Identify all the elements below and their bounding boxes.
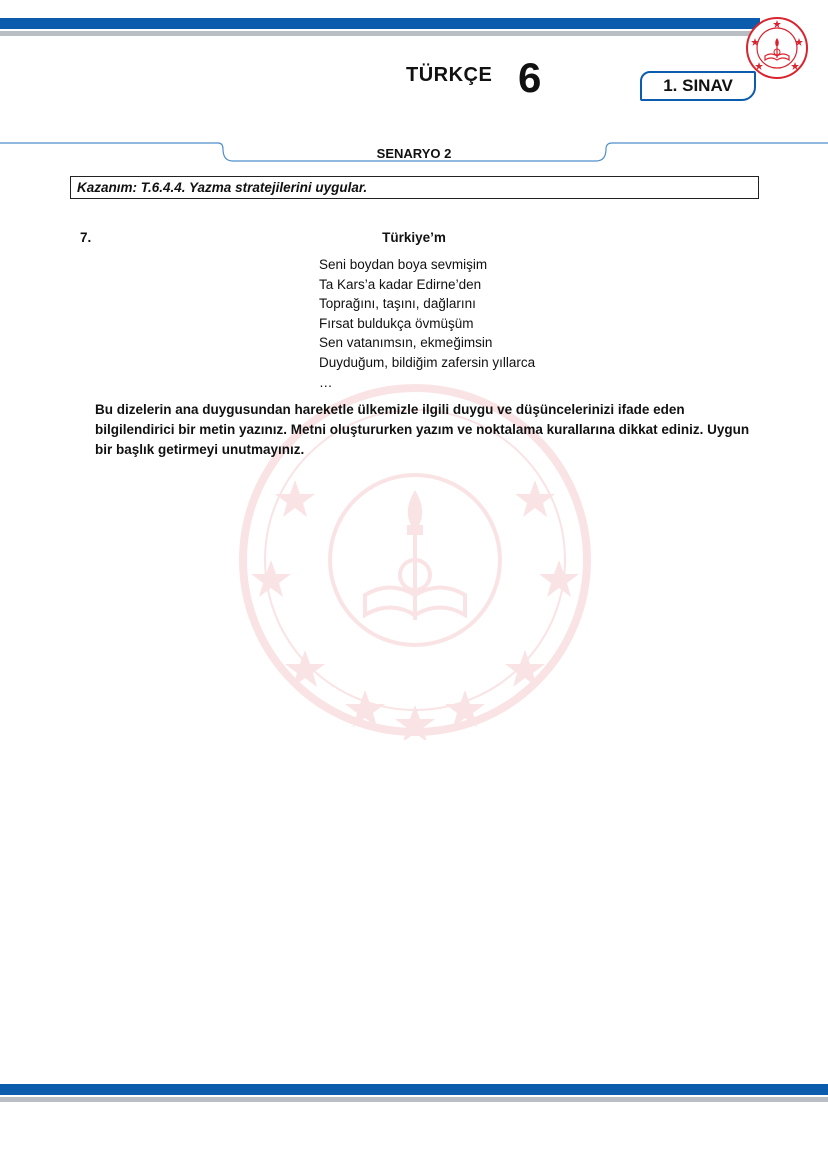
meb-logo-icon xyxy=(745,16,809,80)
learning-outcome-text: Kazanım: T.6.4.4. Yazma stratejilerini uygular. xyxy=(77,180,368,195)
exam-label-tab xyxy=(640,71,756,101)
poem-line: Toprağını, taşını, dağlarını xyxy=(319,296,476,312)
poem-line: Seni boydan boya sevmişim xyxy=(319,257,488,272)
bottom-gray-band xyxy=(0,1097,828,1102)
poem-line: … xyxy=(319,374,333,390)
learning-outcome-box xyxy=(70,176,759,199)
subject-title: TÜRKÇE xyxy=(406,64,493,86)
scenario-title: SENARYO 2 xyxy=(376,146,452,161)
poem-line: Fırsat buldukça övmüşüm xyxy=(319,315,474,331)
poem-line: Sen vatanımsın, ekmeğimsin xyxy=(319,335,493,351)
top-gray-band xyxy=(0,31,760,36)
question-number: 7. xyxy=(80,230,92,245)
question-instruction: Bu dizelerin ana duygusundan hareketle ülkemizle ilgili duygu ve düşüncelerinizi ifade eden bilgilendirici bir metin yazınız. Metni oluştururken yazım ve noktalama kurallarına dikkat ediniz. Uygun bir başlık getirmeyi unutmayınız. xyxy=(95,402,750,457)
bottom-blue-band xyxy=(0,1084,828,1095)
poem xyxy=(319,255,535,392)
top-blue-band xyxy=(0,18,760,29)
poem-line: Ta Kars’a kadar Edirne’den xyxy=(319,276,482,292)
grade-number: 6 xyxy=(518,54,542,101)
poem-line: Duyduğum, bildiğim zafersin yıllarca xyxy=(319,354,536,370)
exam-label: 1. SINAV xyxy=(663,76,733,95)
poem-title: Türkiye’m xyxy=(382,230,446,245)
